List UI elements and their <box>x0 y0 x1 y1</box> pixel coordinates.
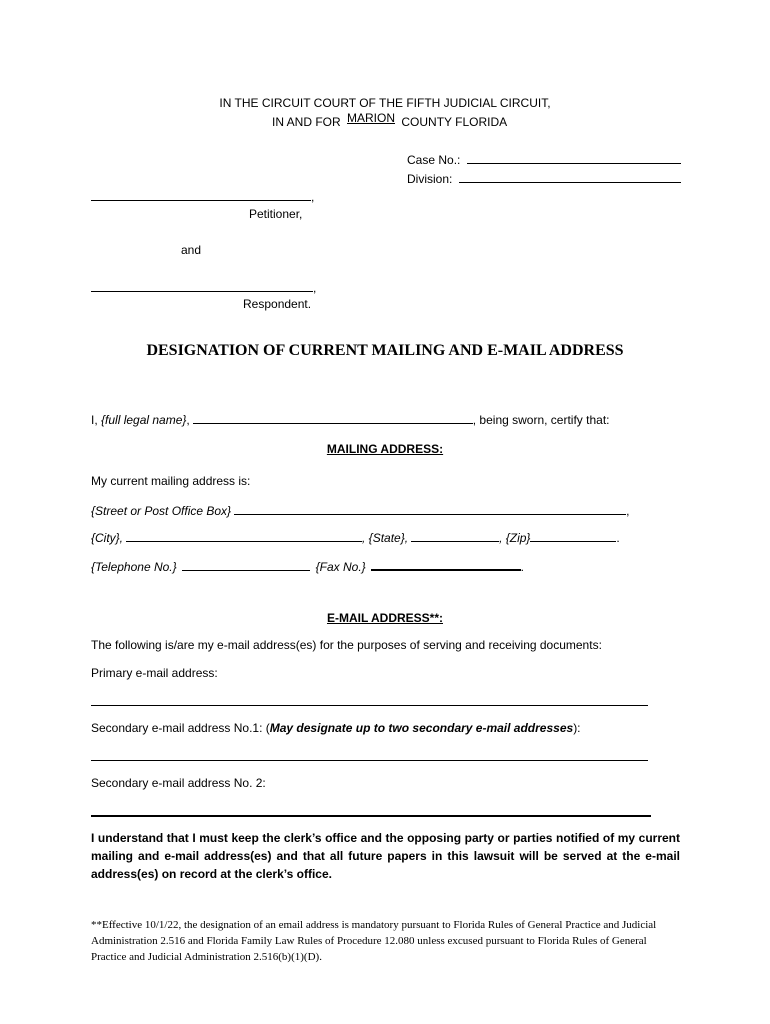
full-legal-name-hint: {full legal name} <box>101 413 187 427</box>
secondary-email-2-field[interactable] <box>91 815 651 817</box>
zip-field[interactable] <box>530 529 616 542</box>
county-florida-label: COUNTY FLORIDA <box>401 115 508 129</box>
petitioner-name-field[interactable] <box>91 188 311 201</box>
street-field[interactable] <box>234 502 626 515</box>
division-row <box>407 170 681 186</box>
full-legal-name-field[interactable] <box>193 411 473 424</box>
zip-label: , {Zip} <box>499 531 531 545</box>
city-state-zip-row: {City}, , {State}, , {Zip} . <box>91 531 620 545</box>
primary-email-label: Primary e-mail address: <box>91 666 218 680</box>
in-and-for-label: IN AND FOR <box>272 115 341 129</box>
case-number-label: Case No.: <box>407 153 461 167</box>
primary-email-field[interactable] <box>91 705 648 706</box>
secondary-email-1-row: Secondary e-mail address No.1: (May designate up to two secondary e-mail addresses): <box>91 721 581 735</box>
city-field[interactable] <box>126 529 362 542</box>
case-number-row <box>407 151 681 167</box>
respondent-name-row: , <box>91 279 316 295</box>
telephone-field[interactable] <box>182 558 310 571</box>
document-title: DESIGNATION OF CURRENT MAILING AND E-MAIL ADDRESS <box>146 342 624 359</box>
state-field[interactable] <box>411 529 499 542</box>
petitioner-label: Petitioner, <box>249 207 303 221</box>
state-label: , {State}, <box>362 531 409 545</box>
street-label: {Street or Post Office Box} <box>91 504 232 518</box>
respondent-label: Respondent. <box>243 297 312 311</box>
footnote: **Effective 10/1/22, the designation of an email address is mandatory pursuant to Florida Rules of General Practice and Judicial Administration 2.516 and Florida Family Law Rules of Procedure 12.080 unless excused pursuant to Florida Rules of General Practice and Judicial Administration 2.516(b)(1)(D). <box>91 919 657 963</box>
certify-row: I, {full legal name}, , being sworn, certify that: <box>91 413 610 427</box>
phone-fax-row: {Telephone No.} {Fax No.} . <box>91 557 524 574</box>
court-header-line1: IN THE CIRCUIT COURT OF THE FIFTH JUDICIAL CIRCUIT, <box>219 96 551 110</box>
mailing-address-heading: MAILING ADDRESS: <box>326 442 444 456</box>
secondary-email-note: May designate up to two secondary e-mail addresses <box>269 721 574 735</box>
email-address-heading: E-MAIL ADDRESS**: <box>326 611 443 625</box>
division-label: Division: <box>407 172 453 186</box>
county-field[interactable]: MARION <box>347 111 396 125</box>
telephone-label: {Telephone No.} <box>91 560 177 574</box>
city-label: {City}, <box>91 531 124 545</box>
and-label: and <box>181 243 202 257</box>
respondent-name-field[interactable] <box>91 279 313 292</box>
secondary-email-2-label: Secondary e-mail address No. 2: <box>91 776 266 790</box>
court-header-line2 <box>272 111 508 129</box>
understand-statement: I understand that I must keep the clerk’s office and the opposing party or parties notified of my current mailing and e-mail address(es) and that all future papers in this lawsuit will be served at the e-mail address(es) on record at the clerk’s office. <box>91 831 680 881</box>
case-number-field[interactable] <box>467 151 681 164</box>
division-field[interactable] <box>459 170 681 183</box>
mailing-intro: My current mailing address is: <box>91 474 251 488</box>
email-intro: The following is/are my e-mail address(es) for the purposes of serving and receiving documents: <box>91 638 602 652</box>
fax-field[interactable] <box>371 557 521 571</box>
fax-label: {Fax No.} <box>315 560 366 574</box>
secondary-email-1-field[interactable] <box>91 760 648 761</box>
street-row: {Street or Post Office Box} , <box>91 504 630 518</box>
petitioner-name-row: , <box>91 188 314 204</box>
secondary-email-1-label: Secondary e-mail address No.1: ( <box>91 721 270 735</box>
